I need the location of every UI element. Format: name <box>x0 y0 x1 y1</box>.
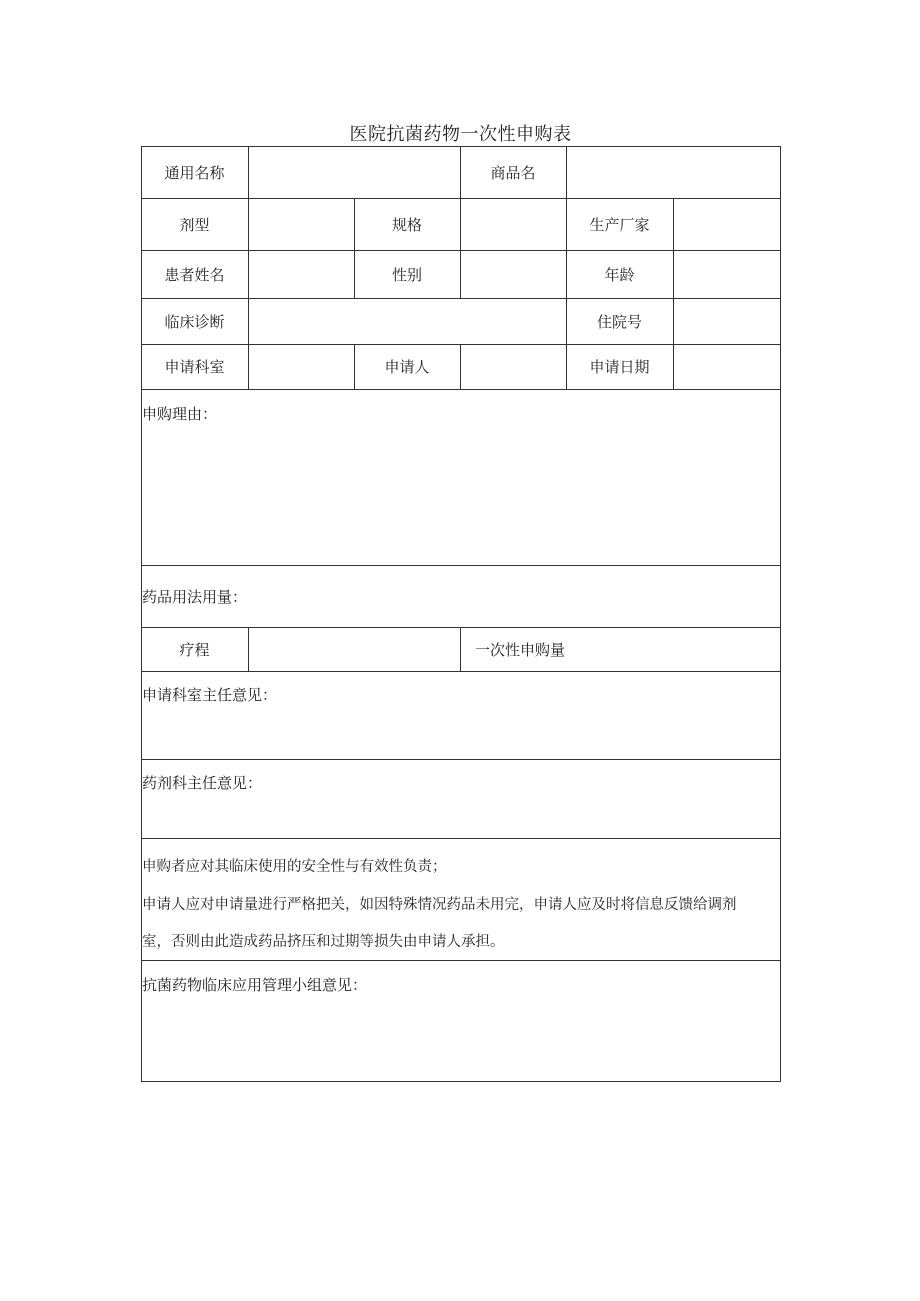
generic-name-label: 通用名称 <box>164 163 225 182</box>
dept-director-opinion-label: 申请科室主任意见： <box>142 686 278 704</box>
dept-director-opinion-field[interactable] <box>142 710 780 759</box>
gender-label: 性别 <box>391 265 422 284</box>
row-divider <box>141 960 781 961</box>
patient-name-field[interactable] <box>249 251 354 298</box>
table-border-bottom <box>141 1081 781 1082</box>
form-title: 医院抗菌药物一次性申购表 <box>349 124 572 145</box>
committee-opinion-label: 抗菌药物临床应用管理小组意见： <box>142 976 368 994</box>
dosage-form-label: 剂型 <box>179 215 210 234</box>
table-border-right <box>780 146 781 1082</box>
note-line-2: 申请人应对申请量进行严格把关，如因特殊情况药品未用完，申请人应及时将信息反馈给调剂 <box>142 897 737 913</box>
manufacturer-label: 生产厂家 <box>589 215 650 234</box>
course-label: 疗程 <box>179 640 210 659</box>
trade-name-label: 商品名 <box>490 163 536 182</box>
age-field[interactable] <box>674 251 780 298</box>
patient-name-label: 患者姓名 <box>164 265 225 284</box>
applicant-field[interactable] <box>461 345 566 389</box>
admission-no-label: 住院号 <box>596 312 642 331</box>
row-divider <box>141 838 781 839</box>
course-field[interactable] <box>249 628 460 671</box>
row-divider <box>141 389 781 390</box>
note-line-1: 申购者应对其临床使用的安全性与有效性负责； <box>142 859 447 875</box>
specification-label: 规格 <box>391 215 422 234</box>
row-divider <box>141 671 781 672</box>
dosage-form-field[interactable] <box>249 199 354 250</box>
pharmacy-director-opinion-field[interactable] <box>142 798 780 838</box>
department-label: 申请科室 <box>164 358 225 376</box>
row-divider <box>141 565 781 566</box>
note-line-3: 室，否则由此造成药品挤压和过期等损失由申请人承担。 <box>142 934 505 950</box>
one-time-qty-label: 一次性申购量 <box>475 640 566 659</box>
manufacturer-field[interactable] <box>674 199 780 250</box>
reason-label: 申购理由： <box>142 405 218 423</box>
generic-name-field[interactable] <box>249 147 460 198</box>
diagnosis-label: 临床诊断 <box>164 312 225 331</box>
apply-date-field[interactable] <box>674 345 780 389</box>
applicant-label: 申请人 <box>384 358 430 376</box>
usage-dosage-field[interactable] <box>250 570 780 627</box>
usage-dosage-label: 药品用法用量： <box>142 588 248 606</box>
diagnosis-field[interactable] <box>249 299 566 344</box>
age-label: 年龄 <box>604 265 635 284</box>
specification-field[interactable] <box>461 199 566 250</box>
admission-no-field[interactable] <box>674 299 780 344</box>
committee-opinion-field[interactable] <box>142 1000 780 1081</box>
trade-name-field[interactable] <box>567 147 780 198</box>
reason-field[interactable] <box>142 428 780 565</box>
pharmacy-director-opinion-label: 药剂科主任意见： <box>142 774 263 792</box>
department-field[interactable] <box>249 345 354 389</box>
apply-date-label: 申请日期 <box>589 358 650 376</box>
row-divider <box>141 759 781 760</box>
gender-field[interactable] <box>461 251 566 298</box>
